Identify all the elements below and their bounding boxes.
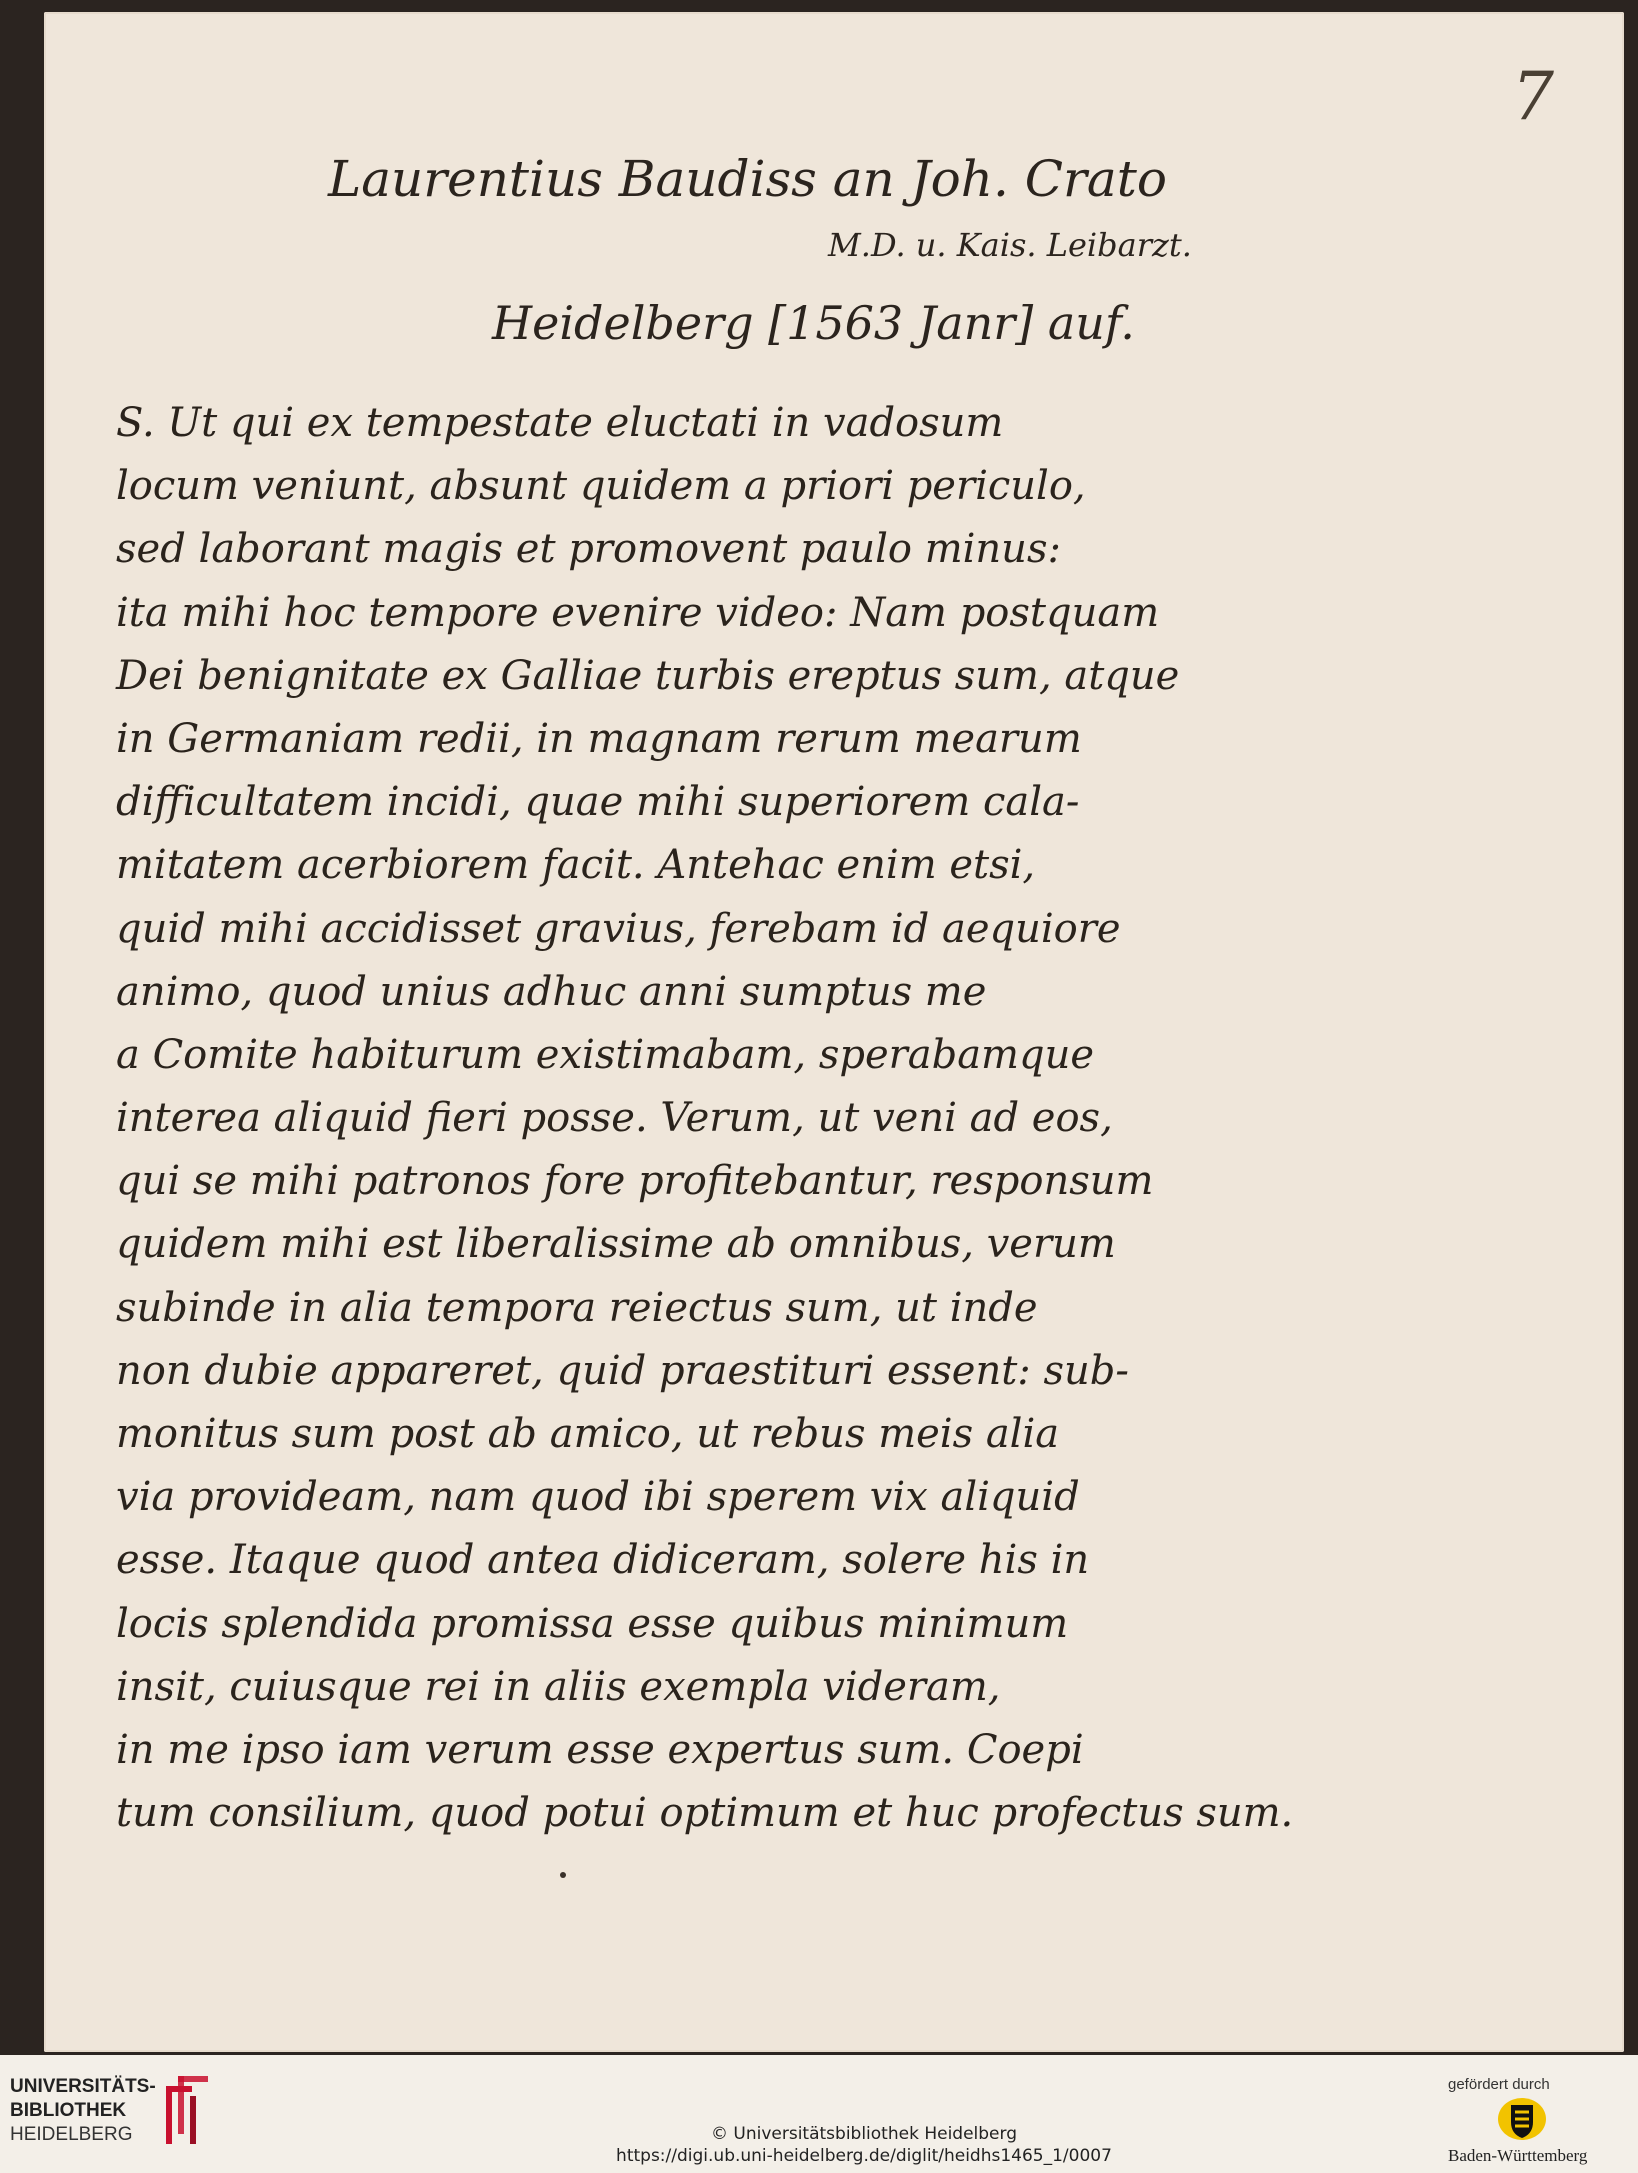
letter-line: via provideam, nam quod ibi sperem vix aliquid [116, 1474, 1080, 1521]
letter-line: sed laborant magis et promovent paulo minus: [116, 526, 1061, 573]
letter-line: in me ipso iam verum esse expertus sum. Coepi [116, 1726, 1084, 1773]
page-number: 7 [1512, 58, 1554, 135]
ink-dot [560, 1872, 566, 1878]
sponsor-label: gefördert durch [1448, 2076, 1550, 2093]
letter-line: locum veniunt, absunt quidem a priori periculo, [116, 463, 1086, 510]
letter-line: subinde in alia tempora reiectus sum, ut inde [116, 1284, 1038, 1331]
letter-line: S. Ut qui ex tempestate eluctati in vadosum [116, 400, 1004, 446]
letter-line: qui se mihi patronos fore profitebantur, responsum [116, 1158, 1154, 1205]
coat-of-arms-icon [1496, 2096, 1548, 2142]
letter-line: ita mihi hoc tempore evenire video: Nam postquam [116, 589, 1160, 636]
library-name-line: UNIVERSITÄTS- [10, 2076, 156, 2097]
letter-line: quid mihi accidisset gravius, ferebam id aequiore [116, 905, 1121, 952]
permalink-url[interactable]: https://digi.ub.uni-heidelberg.de/diglit/heidhs1465_1/0007 [616, 2146, 1112, 2166]
letter-line: difficultatem incidi, quae mihi superiorem cala- [116, 779, 1080, 826]
letter-line: Dei benignitate ex Galliae turbis ereptus sum, atque [116, 652, 1180, 699]
letter-line: esse. Itaque quod antea didiceram, solere his in [116, 1537, 1090, 1584]
letter-line: non dubie appareret, quid praestituri essent: sub- [116, 1347, 1129, 1394]
sponsor-name: Baden-Württemberg [1448, 2146, 1588, 2165]
copyright-notice: © Universitätsbibliothek Heidelberg [710, 2124, 1017, 2144]
letter-line: tum consilium, quod potui optimum et huc profectus sum. [116, 1790, 1294, 1837]
letter-line: monitus sum post ab amico, ut rebus meis alia [116, 1411, 1060, 1457]
library-name-line: BIBLIOTHEK [10, 2100, 127, 2121]
letter-line: interea aliquid fieri posse. Verum, ut veni ad eos, [116, 1095, 1113, 1142]
letter-subtitle: M.D. u. Kais. Leibarzt. [828, 226, 1192, 264]
letter-title: Laurentius Baudiss an Joh. Crato [328, 150, 1167, 208]
letter-line: in Germaniam redii, in magnam rerum mearum [116, 715, 1082, 762]
letter-line: locis splendida promissa esse quibus minimum [116, 1600, 1069, 1647]
letter-date-line: Heidelberg [1563 Janr] auf. [492, 296, 1135, 350]
letter-line: quidem mihi est liberalissime ab omnibus, verum [116, 1221, 1116, 1268]
letter-body [116, 392, 1294, 1845]
letter-line: animo, quod unius adhuc anni sumptus me [116, 968, 987, 1015]
letter-line: insit, cuiusque rei in aliis exempla videram, [116, 1663, 1001, 1710]
library-name-line: HEIDELBERG [10, 2124, 133, 2145]
letter-line: a Comite habiturum existimabam, sperabamque [116, 1031, 1095, 1078]
letter-line: mitatem acerbiorem facit. Antehac enim etsi, [116, 842, 1036, 889]
